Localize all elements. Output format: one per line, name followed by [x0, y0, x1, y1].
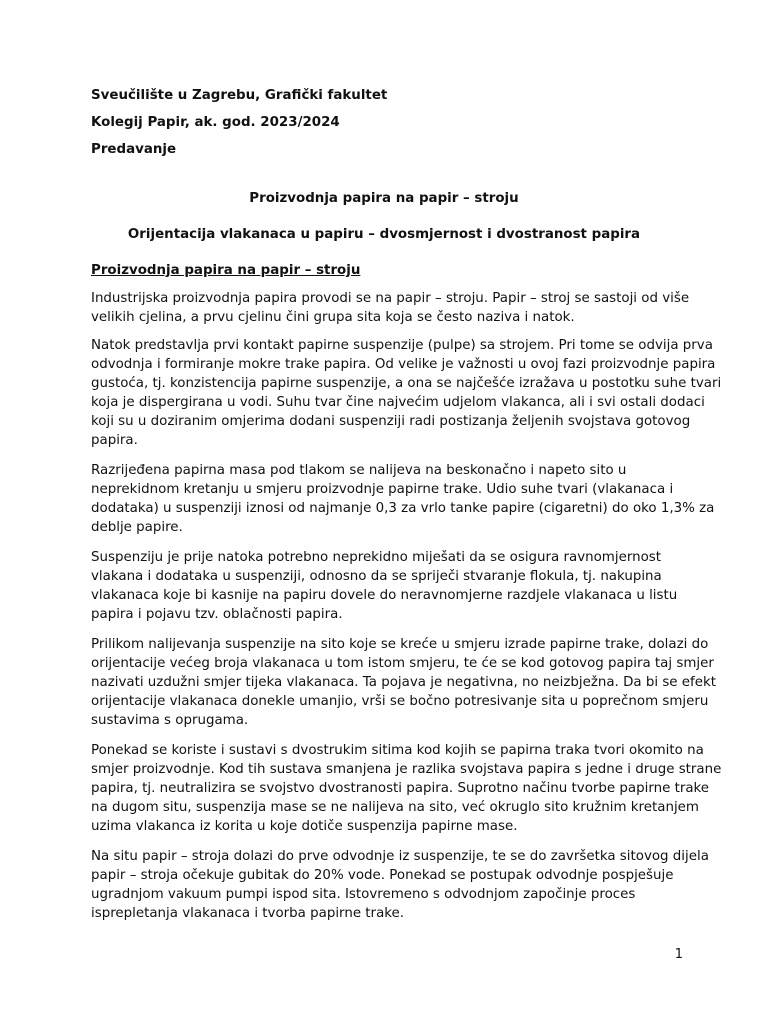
paragraph-2 [91, 336, 722, 451]
paragraph-line: koja je dispergirana u vodi. Suhu tvar čine najvećim udjelom vlakanca, ali i svi ostali dodaci [91, 395, 705, 411]
paragraph-line: orijentacije vlakanaca donekle umanjio, vrši se bočno potresivanje sita u poprečnom smjeru [91, 694, 709, 710]
document-title: Proizvodnja papira na papir – stroju [249, 191, 519, 206]
paragraph-line: odvodnja i formiranje mokre trake papira. Od velike je važnosti u ovoj fazi proizvodnje papira [91, 357, 716, 373]
paragraph-line: Natok predstavlja prvi kontakt papirne suspenzije (pulpe) sa strojem. Pri tome se odvija prva [91, 338, 713, 353]
paragraph-line: papir – stroja očekuje gubitak do 20% vode. Ponekad se postupak odvodnje pospješuje [91, 868, 674, 884]
paragraph-3 [91, 461, 715, 537]
paragraph-line: smjer proizvodnje. Kod tih sustava smanjena je razlika svojstava papira s jedne i druge strane [91, 762, 722, 778]
paragraph-line: vlakana i dodataka u suspenziji, odnosno da se spriječi stvaranje flokula, tj. nakupina [91, 569, 662, 585]
paragraph-line: Razrijeđena papirna masa pod tlakom se nalijeva na beskonačno i napeto sito u [91, 463, 627, 478]
document-subtitle: Orijentacija vlakanaca u papiru – dvosmjernost i dvostranost papira [127, 227, 641, 242]
paragraph-7 [91, 847, 709, 923]
paragraph-line: papira i pojavu tzv. oblačnosti papira. [91, 607, 343, 623]
paragraph-line: Na situ papir – stroja dolazi do prve odvodnje iz suspenzije, te se do završetka sitovog dijela [91, 849, 709, 864]
paragraph-line: nazivati uzdužni smjer tijeka vlakanaca. Ta pojava je negativna, no neizbježna. Da bi se efekt [91, 675, 716, 691]
paragraph-line: sustavima s oprugama. [91, 713, 249, 729]
paragraph-line: Ponekad se koriste i sustavi s dvostrukim sitima kod kojih se papirna traka tvori okomito na [91, 743, 704, 758]
paragraph-line: koji su u doziranim omjerima dodani suspenziji radi postizanja željenih svojstava gotovog [91, 414, 691, 430]
paragraph-line: ugradnjom vakuum pumpi ispod sita. Istovremeno s odvodnjom započinje proces [91, 887, 636, 903]
paragraph-6 [91, 741, 722, 836]
paragraph-1 [91, 289, 691, 327]
institution-line: Sveučilište u Zagrebu, Grafički fakultet [91, 88, 388, 103]
paragraph-line: Industrijska proizvodnja papira provodi se na papir – stroju. Papir – stroj se sastoji od više [91, 291, 690, 306]
paragraph-4 [91, 548, 691, 624]
paragraph-line: dodataka) u suspenziji iznosi od najmanje 0,3 za vrlo tanke papire (cigaretni) do oko 1,3% za [91, 501, 715, 517]
paragraph-line: vlakanaca koje bi kasnije na papiru dovele do neravnomjerne razdjele vlakanaca u listu [91, 588, 678, 604]
paragraph-5 [91, 635, 716, 730]
paragraph-line: deblje papire. [91, 520, 183, 536]
paragraph-line: Prilikom nalijevanja suspenzije na sito koje se kreće u smjeru izrade papirne trake, dolazi do [91, 637, 709, 652]
paragraph-line: orijentacije većeg broja vlakanaca u tom istom smjeru, te će se kod gotovog papira taj smjer [91, 656, 714, 672]
paragraph-line: na dugom situ, suspenzija mase se ne nalijeva na sito, već okruglo sito kružnim kretanjem [91, 800, 699, 816]
paragraph-line: uzima vlakanca iz korita u koje dotiče suspenzija papirne mase. [91, 819, 518, 835]
paragraph-line: papira. [91, 433, 138, 449]
course-line: Kolegij Papir, ak. god. 2023/2024 [91, 115, 340, 130]
page-number: 1 [674, 947, 683, 962]
lecture-type-line: Predavanje [91, 142, 177, 157]
paragraph-line: papira, tj. neutralizira se svojstvo dvostranosti papira. Suprotno načinu tvorbe papirne trake [91, 781, 710, 797]
section-heading: Proizvodnja papira na papir – stroju [91, 263, 361, 278]
paragraph-line: velikih cjelina, a prvu cjelinu čini grupa sita koja se često naziva i natok. [91, 310, 575, 326]
paragraph-line: Suspenziju je prije natoka potrebno neprekidno miješati da se osigura ravnomjernost [91, 550, 661, 565]
paragraph-line: neprekidnom kretanju u smjeru proizvodnje papirne trake. Udio suhe tvari (vlakanaca i [91, 482, 674, 498]
paragraph-line: isprepletanja vlakanaca i tvorba papirne trake. [91, 906, 405, 922]
paragraph-line: gustoća, tj. konzistencija papirne suspenzije, a ona se najčešće izražava u postotku suhe tvari [91, 376, 722, 392]
